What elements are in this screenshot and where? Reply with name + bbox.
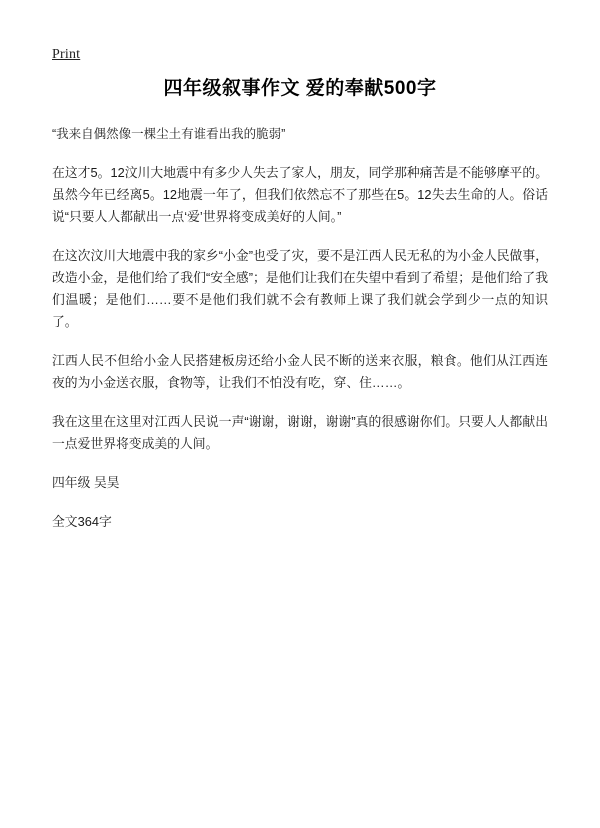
document-body	[52, 76, 548, 533]
paragraph: 在这次汶川大地震中我的家乡“小金”也受了灾，要不是江西人民无私的为小金人民做事，改造小金，是他们给了我们“安全感”；是他们让我们在失望中看到了希望；是他们给了我们温暖；是他们……要不是他们我们就不会有教师上课了我们就会学到少一点的知识了。	[52, 248, 548, 329]
paragraph: 在这才5。12汶川大地震中有多少人失去了家人，朋友，同学那种痛苦是不能够摩平的。虽然今年已经离5。12地震一年了，但我们依然忘不了那些在5。12失去生命的人。俗话说“只要人人都献出一点‘爱’世界将变成美好的人间。”	[52, 165, 548, 224]
print-link[interactable]: Print	[52, 47, 81, 62]
word-count: 全文364字	[52, 514, 112, 529]
document-subtitle: “我来自偶然像一棵尘土有谁看出我的脆弱”	[52, 127, 286, 141]
paragraph: 江西人民不但给小金人民搭建板房还给小金人民不断的送来衣服，粮食。他们从江西连夜的为小金送衣服，食物等，让我们不怕没有吃，穿、住……。	[52, 353, 548, 390]
page-title: 四年级叙事作文 爱的奉献500字	[163, 78, 437, 99]
author-signature: 四年级 吴昊	[52, 475, 120, 490]
paragraph: 我在这里在这里对江西人民说一声“谢谢，谢谢，谢谢”真的很感谢你们。只要人人都献出一点爱世界将变成美的人间。	[52, 414, 548, 451]
